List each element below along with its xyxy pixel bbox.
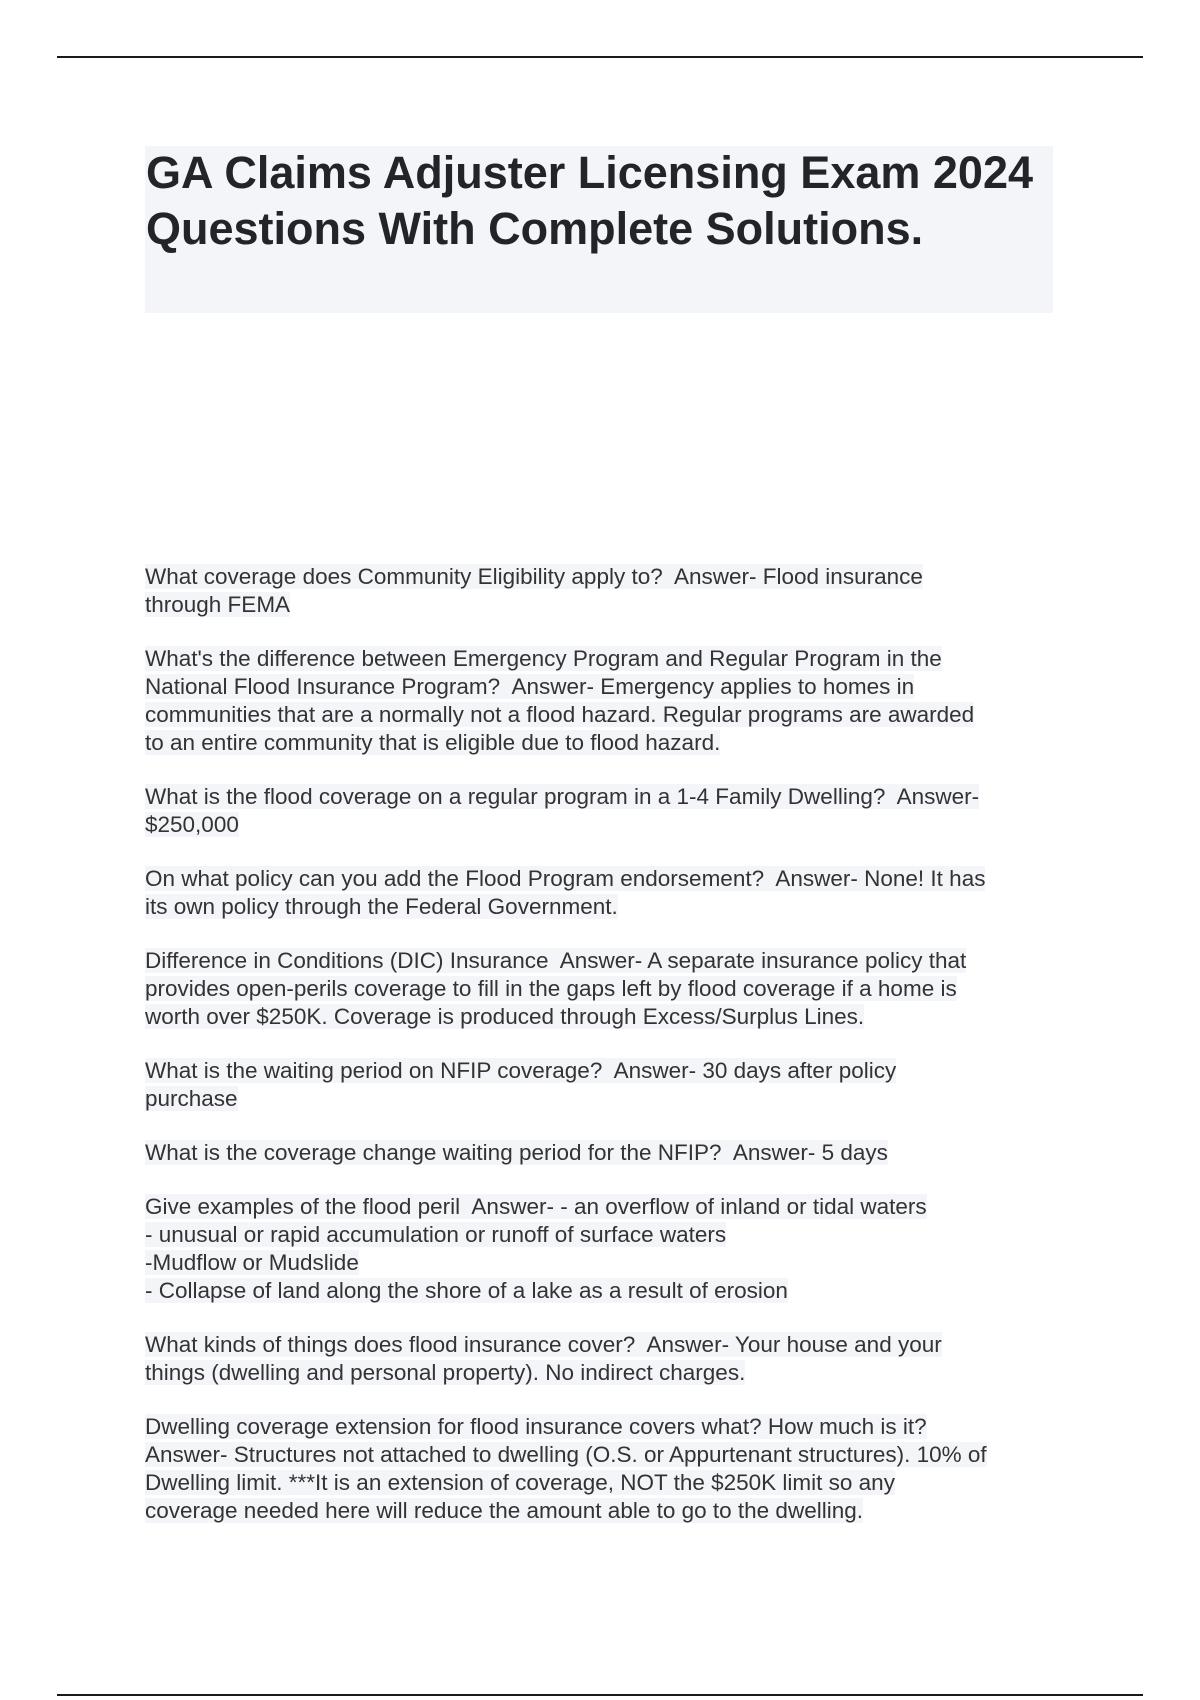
qa-entry [145,1331,1065,1387]
qa-entry-text: Difference in Conditions (DIC) Insurance Answer- A separate insurance policy that provides open-perils coverage to fill in the gaps left by flood coverage if a home is worth over $250K. Coverage is produced through Excess/Surplus Lines. [145,948,967,1029]
qa-entry-text: Give examples of the flood peril Answer- - an overflow of inland or tidal waters - unusual or rapid accumulation or runoff of surface waters -Mudflow or Mudslide - Collapse of land along the shore of a lake as a result of erosion [145,1194,927,1303]
title-block [145,146,1053,313]
bottom-rule [57,1694,1143,1696]
qa-entry [145,1193,1065,1305]
qa-entry-text: What's the difference between Emergency Program and Regular Program in the National Flood Insurance Program? Answer- Emergency applies to homes in communities that are a normally not a flood hazard. Regular programs are awarded to an entire community that is eligible due to flood hazard. [145,646,975,755]
qa-entry-text: What is the waiting period on NFIP coverage? Answer- 30 days after policy purchase [145,1058,897,1111]
qa-entry-text: On what policy can you add the Flood Program endorsement? Answer- None! It has its own policy through the Federal Government. [145,866,986,919]
qa-entry [145,1413,1065,1525]
qa-entry [145,865,1065,921]
top-rule [57,56,1143,58]
qa-entry [145,563,1065,619]
qa-entry-text: What kinds of things does flood insurance cover? Answer- Your house and your things (dwelling and personal property). No indirect charges. [145,1332,942,1385]
qa-entry-text: What is the flood coverage on a regular program in a 1-4 Family Dwelling? Answer- $250,000 [145,784,980,837]
qa-entry-text: Dwelling coverage extension for flood insurance covers what? How much is it? Answer- Structures not attached to dwelling (O.S. or Appurtenant structures). 10% of Dwelling limit. ***It is an extension of coverage, NOT the $250K limit so any coverage needed here will reduce the amount able to go to the dwelling. [145,1414,987,1523]
qa-entry-text: What coverage does Community Eligibility apply to? Answer- Flood insurance through FEMA [145,564,923,617]
qa-list [145,563,1065,1551]
qa-entry [145,1057,1065,1113]
qa-entry [145,783,1065,839]
qa-entry [145,947,1065,1031]
document-title: GA Claims Adjuster Licensing Exam 2024 Questions With Complete Solutions. [146,147,1033,254]
qa-entry-text: What is the coverage change waiting period for the NFIP? Answer- 5 days [145,1140,888,1165]
qa-entry [145,645,1065,757]
qa-entry [145,1139,1065,1167]
